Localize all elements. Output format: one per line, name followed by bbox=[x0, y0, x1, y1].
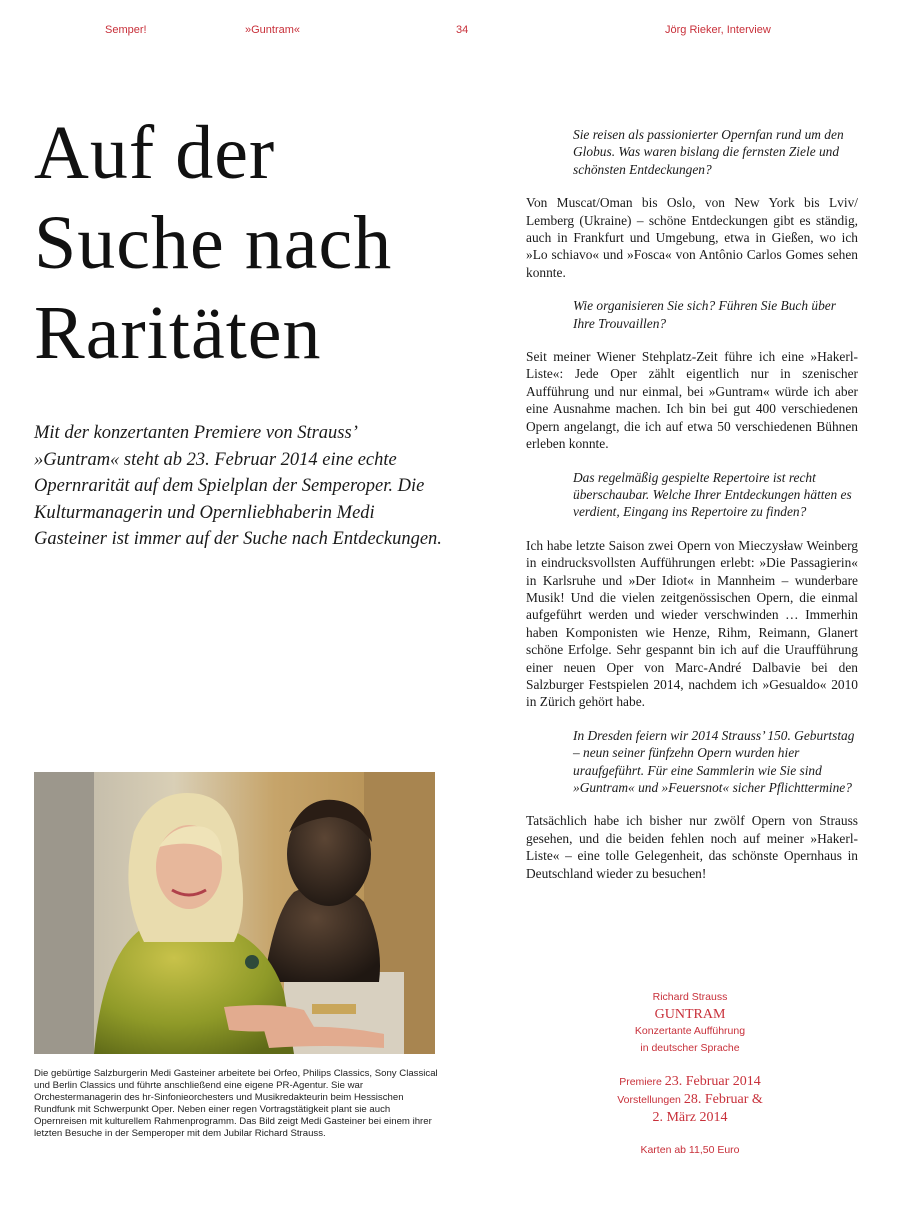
performances-date: 28. Februar & bbox=[683, 1092, 763, 1107]
performances-line bbox=[590, 1091, 790, 1109]
interview-column bbox=[526, 126, 858, 898]
interview-question: Sie reisen als passionierter Opernfan rund um den Globus. Was waren bislang die fernsten Ziele und schönsten Entdeckungen? bbox=[573, 127, 844, 177]
interview-question: Das regelmäßig gespielte Repertoire ist recht überschaubar. Welche Ihrer Entdeckungen hätten es verdient, Eingang ins Repertoire zu finden? bbox=[573, 469, 852, 520]
title-line: Suche nach bbox=[34, 201, 393, 285]
portrait-photo bbox=[34, 772, 435, 1054]
lead-paragraph: Mit der konzertanten Premiere von Strauss’ »Guntram« steht ab 23. Februar 2014 eine echte Opernrarität auf dem Spielplan der Semperoper. Die Kulturmanagerin und Opernliebhaberin Medi Gasteiner ist immer auf der Suche nach Entdeckungen. bbox=[34, 423, 442, 549]
production-name: »Guntram« bbox=[245, 24, 301, 36]
photo-caption: Die gebürtige Salzburgerin Medi Gasteiner arbeitete bei Orfeo, Philips Classics, Sony Classical und Berlin Classics und führte anschließend eine eigene PR-Agentur. Sie war Orchestermanagerin des hr-Sinfonieorchesters und Musikredakteurin beim Hessischen Rundfunk mit Schwerpunkt Oper. Neben einer regen Vortragstätigkeit plant sie auch Opernreisen mit kulturellem Rahmenprogramm. Das Bild zeigt Medi Gasteiner bei einem ihrer letzten Besuche in der Semperoper mit dem Jubilar Richard Strauss. bbox=[34, 1068, 438, 1139]
performance-info bbox=[590, 989, 790, 1159]
premiere-date: 23. Februar 2014 bbox=[664, 1074, 761, 1089]
interview-question: In Dresden feiern wir 2014 Strauss’ 150. Geburtstag – neun seiner fünfzehn Opern wurden hier uraufgeführt. Für eine Sammlerin wie Sie sind »Guntram« und »Feuersnot« sicher Pflichttermine? bbox=[573, 727, 855, 795]
ticket-price: Karten ab 11,50 Euro bbox=[640, 1144, 740, 1156]
performance-language: in deutscher Sprache bbox=[640, 1042, 740, 1054]
page-number: 34 bbox=[456, 24, 469, 36]
interview-answer: Seit meiner Wiener Stehplatz-Zeit führe ich eine »Hakerl-Liste«: Jede Oper zählt eigentlich nur in szenischer Aufführung und nur einmal, bei »Guntram« würde ich aber eine Ausnahme machen. Ich bin bei gut 400 verschiedenen Opern angelangt, die ich auf etwa 50 verschiedenen Bühnen erleben konnte. bbox=[526, 349, 858, 452]
premiere-label: Premiere bbox=[619, 1076, 662, 1088]
magazine-name: Semper! bbox=[105, 24, 147, 36]
performance-format: Konzertante Aufführung bbox=[634, 1025, 746, 1037]
interview-answer: Von Muscat/Oman bis Oslo, von New York bis Lviv/ Lemberg (Ukraine) – schöne Entdeckungen gibt es ständig, auch in Frankfurt und Umgebung, etwa in Gießen, wo ich »Lo schiavo« und »Fosca« von Antônio Carlos Gomes sehen konnte. bbox=[526, 195, 858, 280]
title-line: Auf der bbox=[34, 111, 276, 195]
section-label: Jörg Rieker, Interview bbox=[665, 24, 771, 36]
title-line: Raritäten bbox=[34, 291, 322, 375]
interview-answer: Ich habe letzte Saison zwei Opern von Mieczysław Weinberg in eindrucksvollsten Aufführungen erlebt: »Die Passagierin« in Karlsruhe und »Der Idiot« in Mannheim – wunderbare Musik! Und die vielen zeitgenössischen Opern, die einmal aufgeführt werden und wieder verschwinden … Immerhin haben Komponisten wie Henze, Rihm, Reimann, Glanert schöne Erfolge. Sehr gespannt bin ich auf die Uraufführung einer neuen Oper von Marc-André Dalbavie bei den Salzburger Festspielen 2014, nachdem ich »Gesualdo« 2010 in Zürich gehört habe. bbox=[526, 537, 858, 710]
article-title bbox=[34, 108, 504, 378]
composer-name: Richard Strauss bbox=[652, 991, 728, 1003]
interview-question: Wie organisieren Sie sich? Führen Sie Buch über Ihre Trouvaillen? bbox=[573, 298, 836, 331]
opera-title: GUNTRAM bbox=[654, 1007, 726, 1022]
performances-date-2: 2. März 2014 bbox=[652, 1110, 728, 1125]
interview-answer: Tatsächlich habe ich bisher nur zwölf Opern von Strauss gesehen, und die beiden fehlen noch auf meiner »Hakerl-Liste« – eine tolle Gelegenheit, das schönste Opernhaus in Deutschland wieder zu besuchen! bbox=[526, 813, 858, 881]
premiere-line bbox=[590, 1073, 790, 1091]
performances-label: Vorstellungen bbox=[617, 1094, 681, 1106]
